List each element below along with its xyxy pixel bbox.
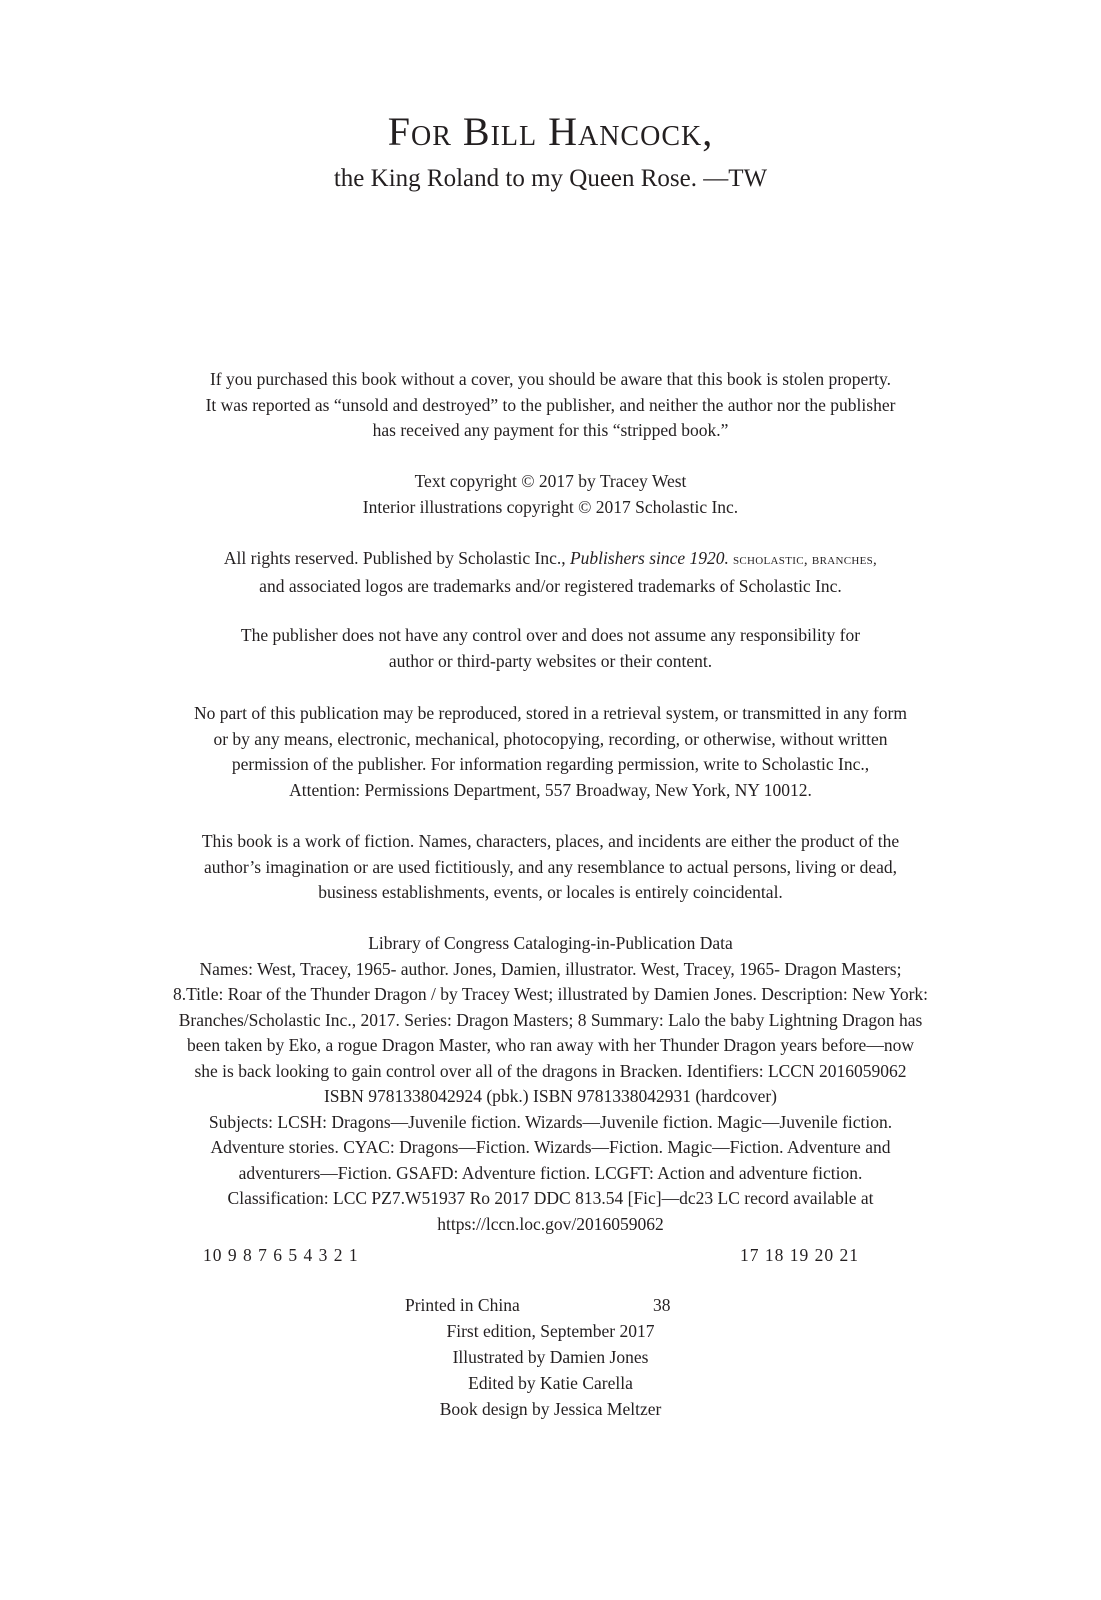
printed-in: Printed in China (405, 1295, 520, 1315)
printing-year-line: 17 18 19 20 21 (740, 1245, 859, 1265)
rights-line-1 (0, 546, 1101, 574)
fiction-line: This book is a work of fiction. Names, characters, places, and incidents are either the product of the (201, 831, 900, 851)
rights-line-1-start: All rights reserved. Published by Scholastic Inc., (223, 548, 570, 568)
notice-line: If you purchased this book without a cover, you should be aware that this book is stolen property. (209, 369, 891, 389)
reproduction-line: permission of the publisher. For information regarding permission, write to Scholastic Inc., (231, 754, 870, 774)
stolen-property-notice (0, 367, 1101, 444)
cip-line: Branches/Scholastic Inc., 2017. Series: Dragon Masters; 8 Summary: Lalo the baby Lightning Dragon has (178, 1009, 923, 1030)
cip-line: Names: West, Tracey, 1965- author. Jones, Damien, illustrator. West, Tracey, 1965- Dragon Masters; (199, 958, 902, 979)
edition-credits (0, 1318, 1101, 1422)
credit-line: Book design by Jessica Meltzer (439, 1399, 662, 1419)
cip-line: ISBN 9781338042924 (pbk.) ISBN 9781338042931 (hardcover) (323, 1086, 777, 1106)
reproduction-line: Attention: Permissions Department, 557 Broadway, New York, NY 10012. (289, 779, 812, 800)
printer-code: 38 (653, 1295, 671, 1315)
cataloging-data (0, 931, 1101, 1237)
printing-number-line: 10 9 8 7 6 5 4 3 2 1 (203, 1245, 359, 1265)
dedication-line: the King Roland to my Queen Rose. —TW (333, 165, 768, 192)
cip-line: 8.Title: Roar of the Thunder Dragon / by Tracey West; illustrated by Damien Jones. Description: New York: (172, 984, 929, 1004)
control-line: author or third-party websites or their content. (388, 650, 713, 671)
copyright-notice (0, 469, 1101, 520)
control-line: The publisher does not have any control over and does not assume any responsibility for (240, 625, 861, 645)
rights-line-2: and associated logos are trademarks and/or registered trademarks of Scholastic Inc. (259, 575, 842, 596)
fiction-disclaimer (0, 829, 1101, 906)
notice-line: has received any payment for this “stripped book.” (372, 420, 729, 440)
cip-line: Library of Congress Cataloging-in-Publication Data (368, 933, 733, 953)
publishers-since-text: Publishers since 1920. (569, 548, 729, 568)
reproduction-line: or by any means, electronic, mechanical, photocopying, recording, or otherwise, without written (213, 728, 888, 749)
cip-line: Adventure stories. CYAC: Dragons—Fiction. Wizards—Fiction. Magic—Fiction. Adventure and (210, 1137, 891, 1157)
third-party-control-notice (0, 623, 1101, 674)
cip-line: https://lccn.loc.gov/2016059062 (437, 1213, 664, 1234)
reproduction-notice (0, 701, 1101, 803)
fiction-line: author’s imagination or are used fictitiously, and any resemblance to actual persons, living or dead, (204, 856, 897, 877)
notice-line: It was reported as “unsold and destroyed” to the publisher, and neither the author nor the publisher (205, 394, 896, 415)
credit-line: First edition, September 2017 (446, 1321, 655, 1341)
cip-line: Subjects: LCSH: Dragons—Juvenile fiction. Wizards—Juvenile fiction. Magic—Juvenile fiction. (208, 1111, 893, 1132)
reproduction-line: No part of this publication may be reproduced, stored in a retrieval system, or transmitted in any form (194, 703, 907, 723)
cip-line: Classification: LCC PZ7.W51937 Ro 2017 DDC 813.54 [Fic]—dc23 LC record available at (227, 1188, 874, 1208)
trademark-names: scholastic, branches, (728, 552, 878, 568)
cip-line: adventurers—Fiction. GSAFD: Adventure fiction. LCGFT: Action and adventure fiction. (238, 1162, 863, 1183)
fiction-line: business establishments, events, or locales is entirely coincidental. (318, 882, 783, 902)
cip-line: been taken by Eko, a rogue Dragon Master, who ran away with her Thunder Dragon years before—now (187, 1035, 914, 1055)
credit-line: Illustrated by Damien Jones (452, 1347, 649, 1367)
text-copyright-line: Text copyright © 2017 by Tracey West (414, 471, 687, 491)
rights-reserved-notice (0, 546, 1101, 599)
cip-line: she is back looking to gain control over all of the dragons in Bracken. Identifiers: LCCN 2016059062 (194, 1060, 907, 1081)
illustrations-copyright-line: Interior illustrations copyright © 2017 Scholastic Inc. (362, 496, 739, 517)
credit-line: Edited by Katie Carella (468, 1373, 633, 1393)
dedication-title: For Bill Hancock, (387, 109, 714, 154)
